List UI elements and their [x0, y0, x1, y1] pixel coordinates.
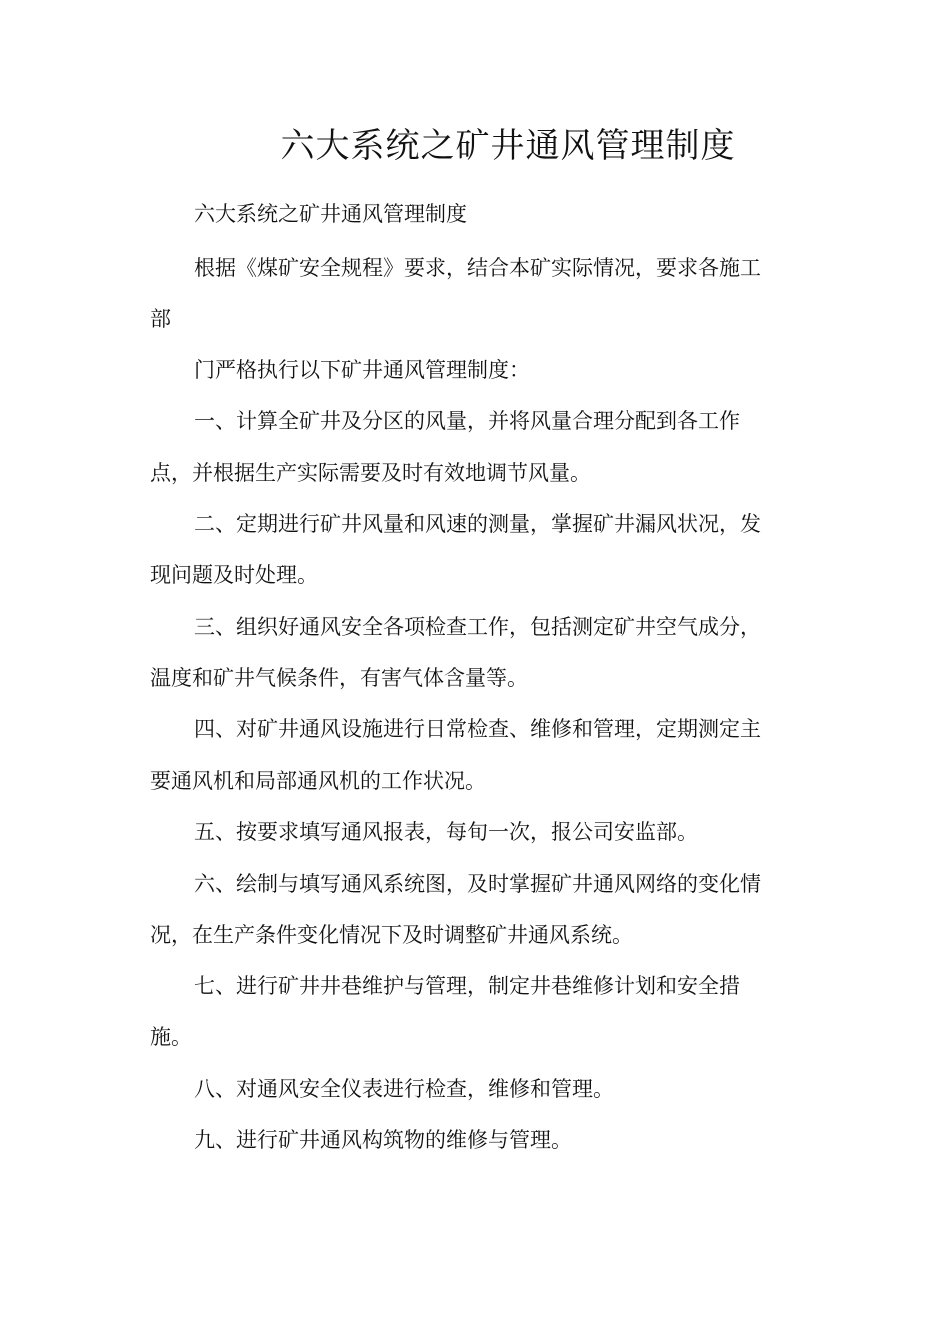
text-line-item-4: 四、对矿井通风设施进行日常检查、维修和管理，定期测定主 — [194, 717, 761, 741]
text-line-item-2: 二、定期进行矿井风量和风速的测量，掌握矿井漏风状况，发 — [194, 512, 761, 536]
text-line-item-5: 五、按要求填写通风报表，每旬一次，报公司安监部。 — [194, 820, 698, 844]
text-line-intro-cont: 部 — [150, 307, 171, 331]
text-line-item-9: 九、进行矿井通风构筑物的维修与管理。 — [194, 1128, 572, 1152]
text-line-item-7-cont: 施。 — [150, 1025, 192, 1049]
document-title: 六大系统之矿井通风管理制度 — [280, 126, 736, 166]
text-line-item-7: 七、进行矿井井巷维护与管理，制定井巷维修计划和安全措 — [194, 974, 740, 998]
text-line-intro-2: 门严格执行以下矿井通风管理制度： — [194, 358, 530, 382]
text-line-subtitle: 六大系统之矿井通风管理制度 — [194, 202, 467, 226]
text-line-item-6-cont: 况，在生产条件变化情况下及时调整矿井通风系统。 — [150, 923, 633, 947]
text-line-item-8: 八、对通风安全仪表进行检查，维修和管理。 — [194, 1077, 614, 1101]
text-line-item-3-cont: 温度和矿井气候条件，有害气体含量等。 — [150, 666, 528, 690]
text-line-item-1: 一、计算全矿井及分区的风量，并将风量合理分配到各工作 — [194, 409, 740, 433]
text-line-item-6: 六、绘制与填写通风系统图，及时掌握矿井通风网络的变化情 — [194, 872, 761, 896]
text-line-intro: 根据《煤矿安全规程》要求，结合本矿实际情况，要求各施工 — [194, 256, 761, 280]
text-line-item-1-cont: 点，并根据生产实际需要及时有效地调节风量。 — [150, 461, 591, 485]
text-line-item-4-cont: 要通风机和局部通风机的工作状况。 — [150, 769, 486, 793]
text-line-item-3: 三、组织好通风安全各项检查工作，包括测定矿井空气成分， — [194, 615, 761, 639]
text-line-item-2-cont: 现问题及时处理。 — [150, 563, 318, 587]
